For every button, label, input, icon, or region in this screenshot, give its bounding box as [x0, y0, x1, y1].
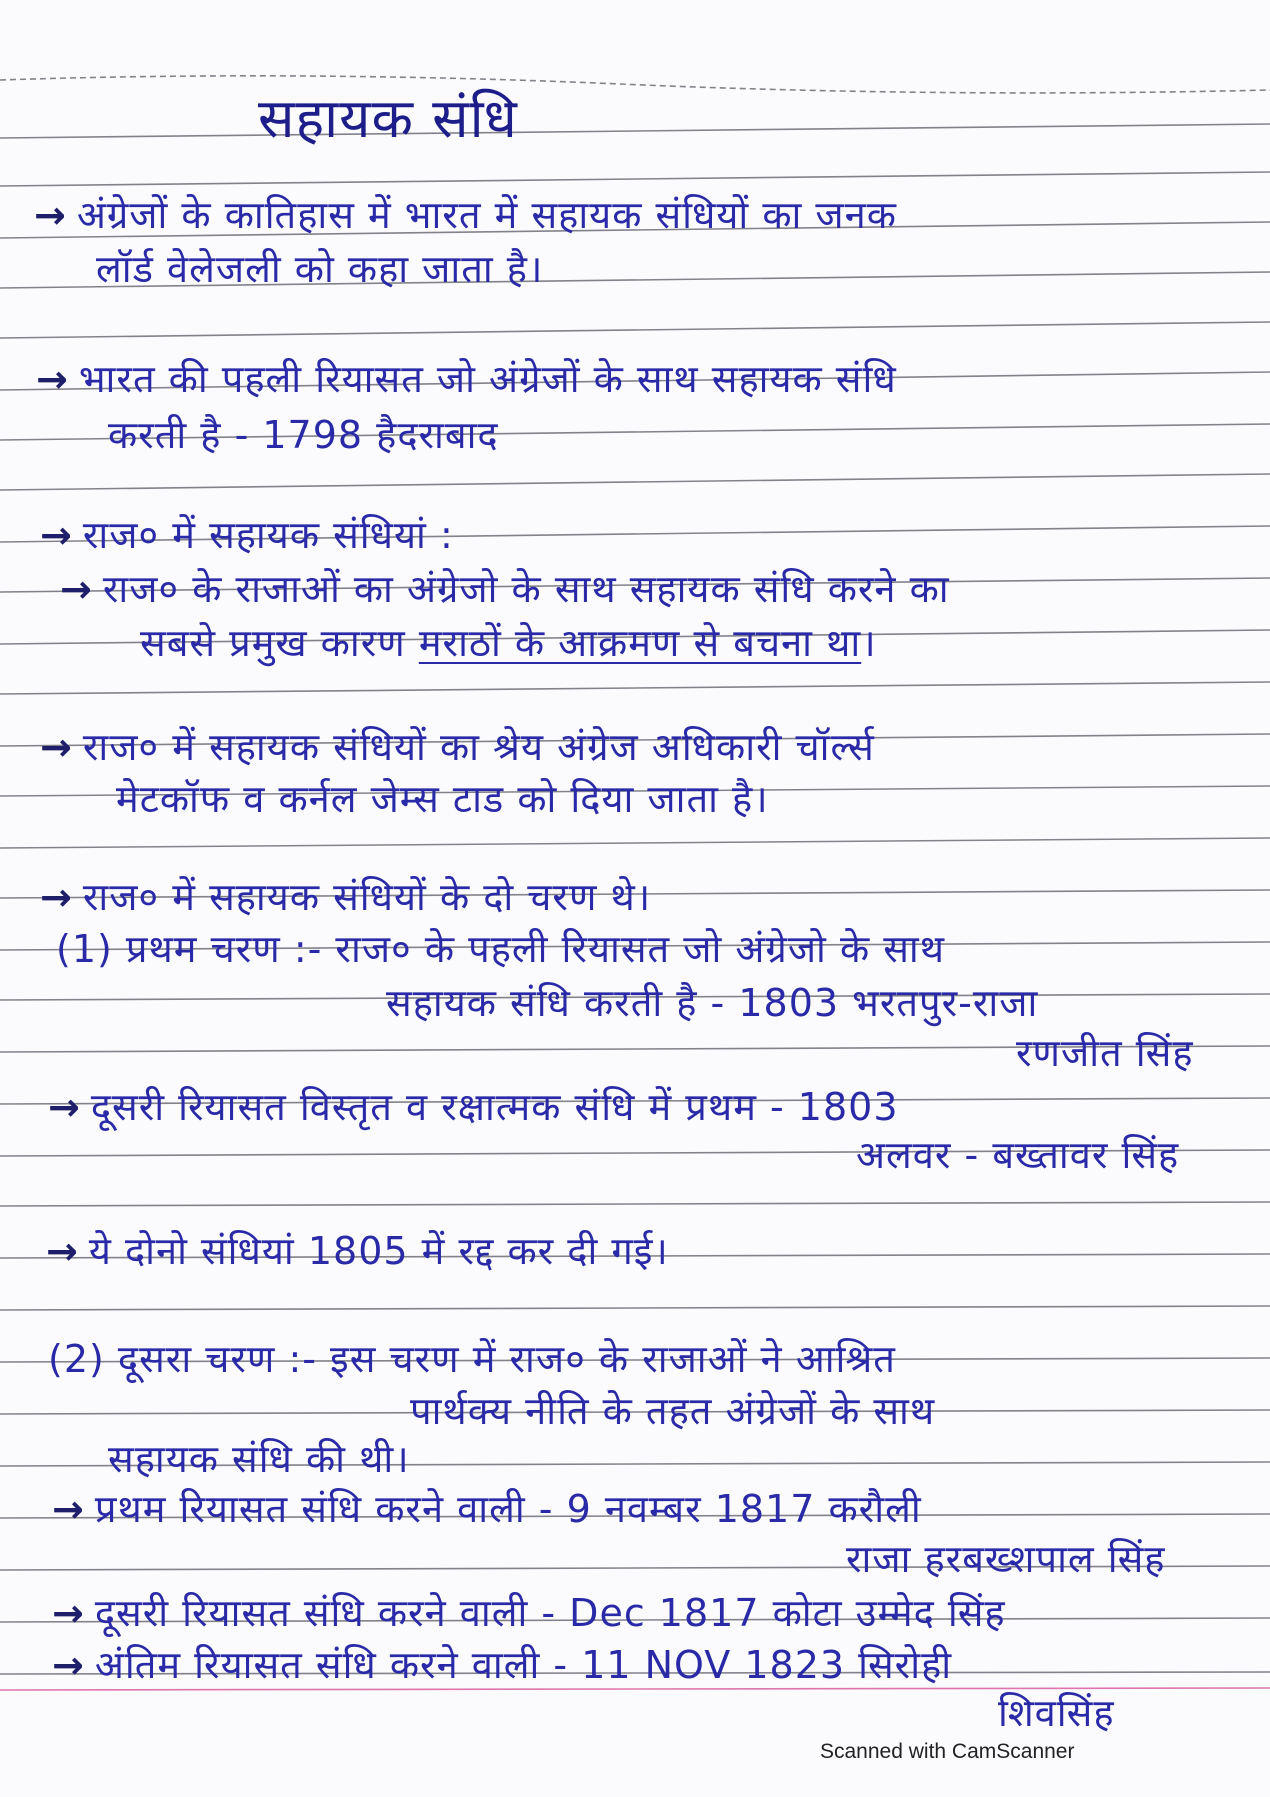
arrow-icon: →	[52, 1487, 85, 1531]
note-line-7	[140, 621, 877, 665]
note-text: अंतिम रियासत संधि करने वाली - 11 NOV 1823 सिरोही	[94, 1643, 953, 1687]
note-line-6	[60, 567, 950, 611]
arrow-icon: →	[48, 1085, 81, 1129]
note-line-23	[52, 1643, 953, 1687]
note-text: राज० में सहायक संधियां :	[82, 513, 454, 557]
note-line-19: सहायक संधि की थी।	[108, 1437, 410, 1481]
page-title: सहायक संधि	[258, 87, 518, 150]
arrow-icon: →	[60, 567, 93, 611]
note-line-3	[36, 357, 897, 401]
note-line-16	[46, 1229, 669, 1273]
note-line-5	[40, 513, 454, 557]
note-line-12: सहायक संधि करती है - 1803 भरतपुर-राजा	[386, 981, 1039, 1025]
arrow-icon: →	[36, 357, 69, 401]
note-text: राज० में सहायक संधियों का श्रेय अंग्रेज अधिकारी चॉर्ल्स	[82, 725, 875, 769]
arrow-icon: →	[34, 193, 67, 237]
underlined-text: मराठों के आक्रमण से बचना था	[418, 621, 862, 665]
note-text: राज० में सहायक संधियों के दो चरण थे।	[82, 875, 652, 919]
note-text: भारत की पहली रियासत जो अंग्रेजों के साथ सहायक संधि	[78, 357, 897, 401]
note-line-15: अलवर - बख्तावर सिंह	[856, 1133, 1180, 1177]
arrow-icon: →	[52, 1643, 85, 1687]
note-text: राज० के राजाओं का अंग्रेजो के साथ सहायक संधि करने का	[102, 567, 950, 611]
note-text: दूसरी रियासत विस्तृत व रक्षात्मक संधि में प्रथम - 1803	[90, 1085, 899, 1129]
note-line-21: राजा हरबख्शपाल सिंह	[846, 1537, 1166, 1581]
note-line-18: पार्थक्य नीति के तहत अंग्रेजों के साथ	[410, 1389, 936, 1433]
note-text: प्रथम रियासत संधि करने वाली - 9 नवम्बर 1817 करौली	[94, 1487, 922, 1531]
note-text: ये दोनो संधियां 1805 में रद्द कर दी गई।	[88, 1229, 669, 1273]
note-line-24: शिवसिंह	[998, 1691, 1115, 1735]
note-line-8	[40, 725, 875, 769]
note-line-1	[34, 193, 897, 237]
note-line-4: करती है - 1798 हैदराबाद	[108, 413, 499, 457]
note-line-14	[48, 1085, 899, 1129]
note-text: ।	[861, 621, 877, 665]
arrow-icon: →	[46, 1229, 79, 1273]
note-line-17: (2) दूसरा चरण :- इस चरण में राज० के राजाओं ने आश्रित	[48, 1337, 896, 1381]
note-text: अंग्रेजों के कातिहास में भारत में सहायक संधियों का जनक	[76, 193, 897, 237]
arrow-icon: →	[40, 875, 73, 919]
note-line-20	[52, 1487, 922, 1531]
scanner-watermark: Scanned with CamScanner	[820, 1740, 1075, 1763]
note-line-11: (1) प्रथम चरण :- राज० के पहली रियासत जो अंग्रेजो के साथ	[56, 927, 946, 971]
note-line-2: लॉर्ड वेलेजली को कहा जाता है।	[96, 247, 544, 291]
arrow-icon: →	[52, 1591, 85, 1635]
note-text: दूसरी रियासत संधि करने वाली - Dec 1817 कोटा उम्मेद सिंह	[94, 1591, 1006, 1635]
note-line-22	[52, 1591, 1006, 1635]
note-line-10	[40, 875, 652, 919]
note-line-13: रणजीत सिंह	[1016, 1031, 1194, 1075]
note-text: सबसे प्रमुख कारण	[140, 621, 406, 665]
arrow-icon: →	[40, 513, 73, 557]
note-line-9: मेटकॉफ व कर्नल जेम्स टाड को दिया जाता है।	[116, 777, 769, 821]
arrow-icon: →	[40, 725, 73, 769]
